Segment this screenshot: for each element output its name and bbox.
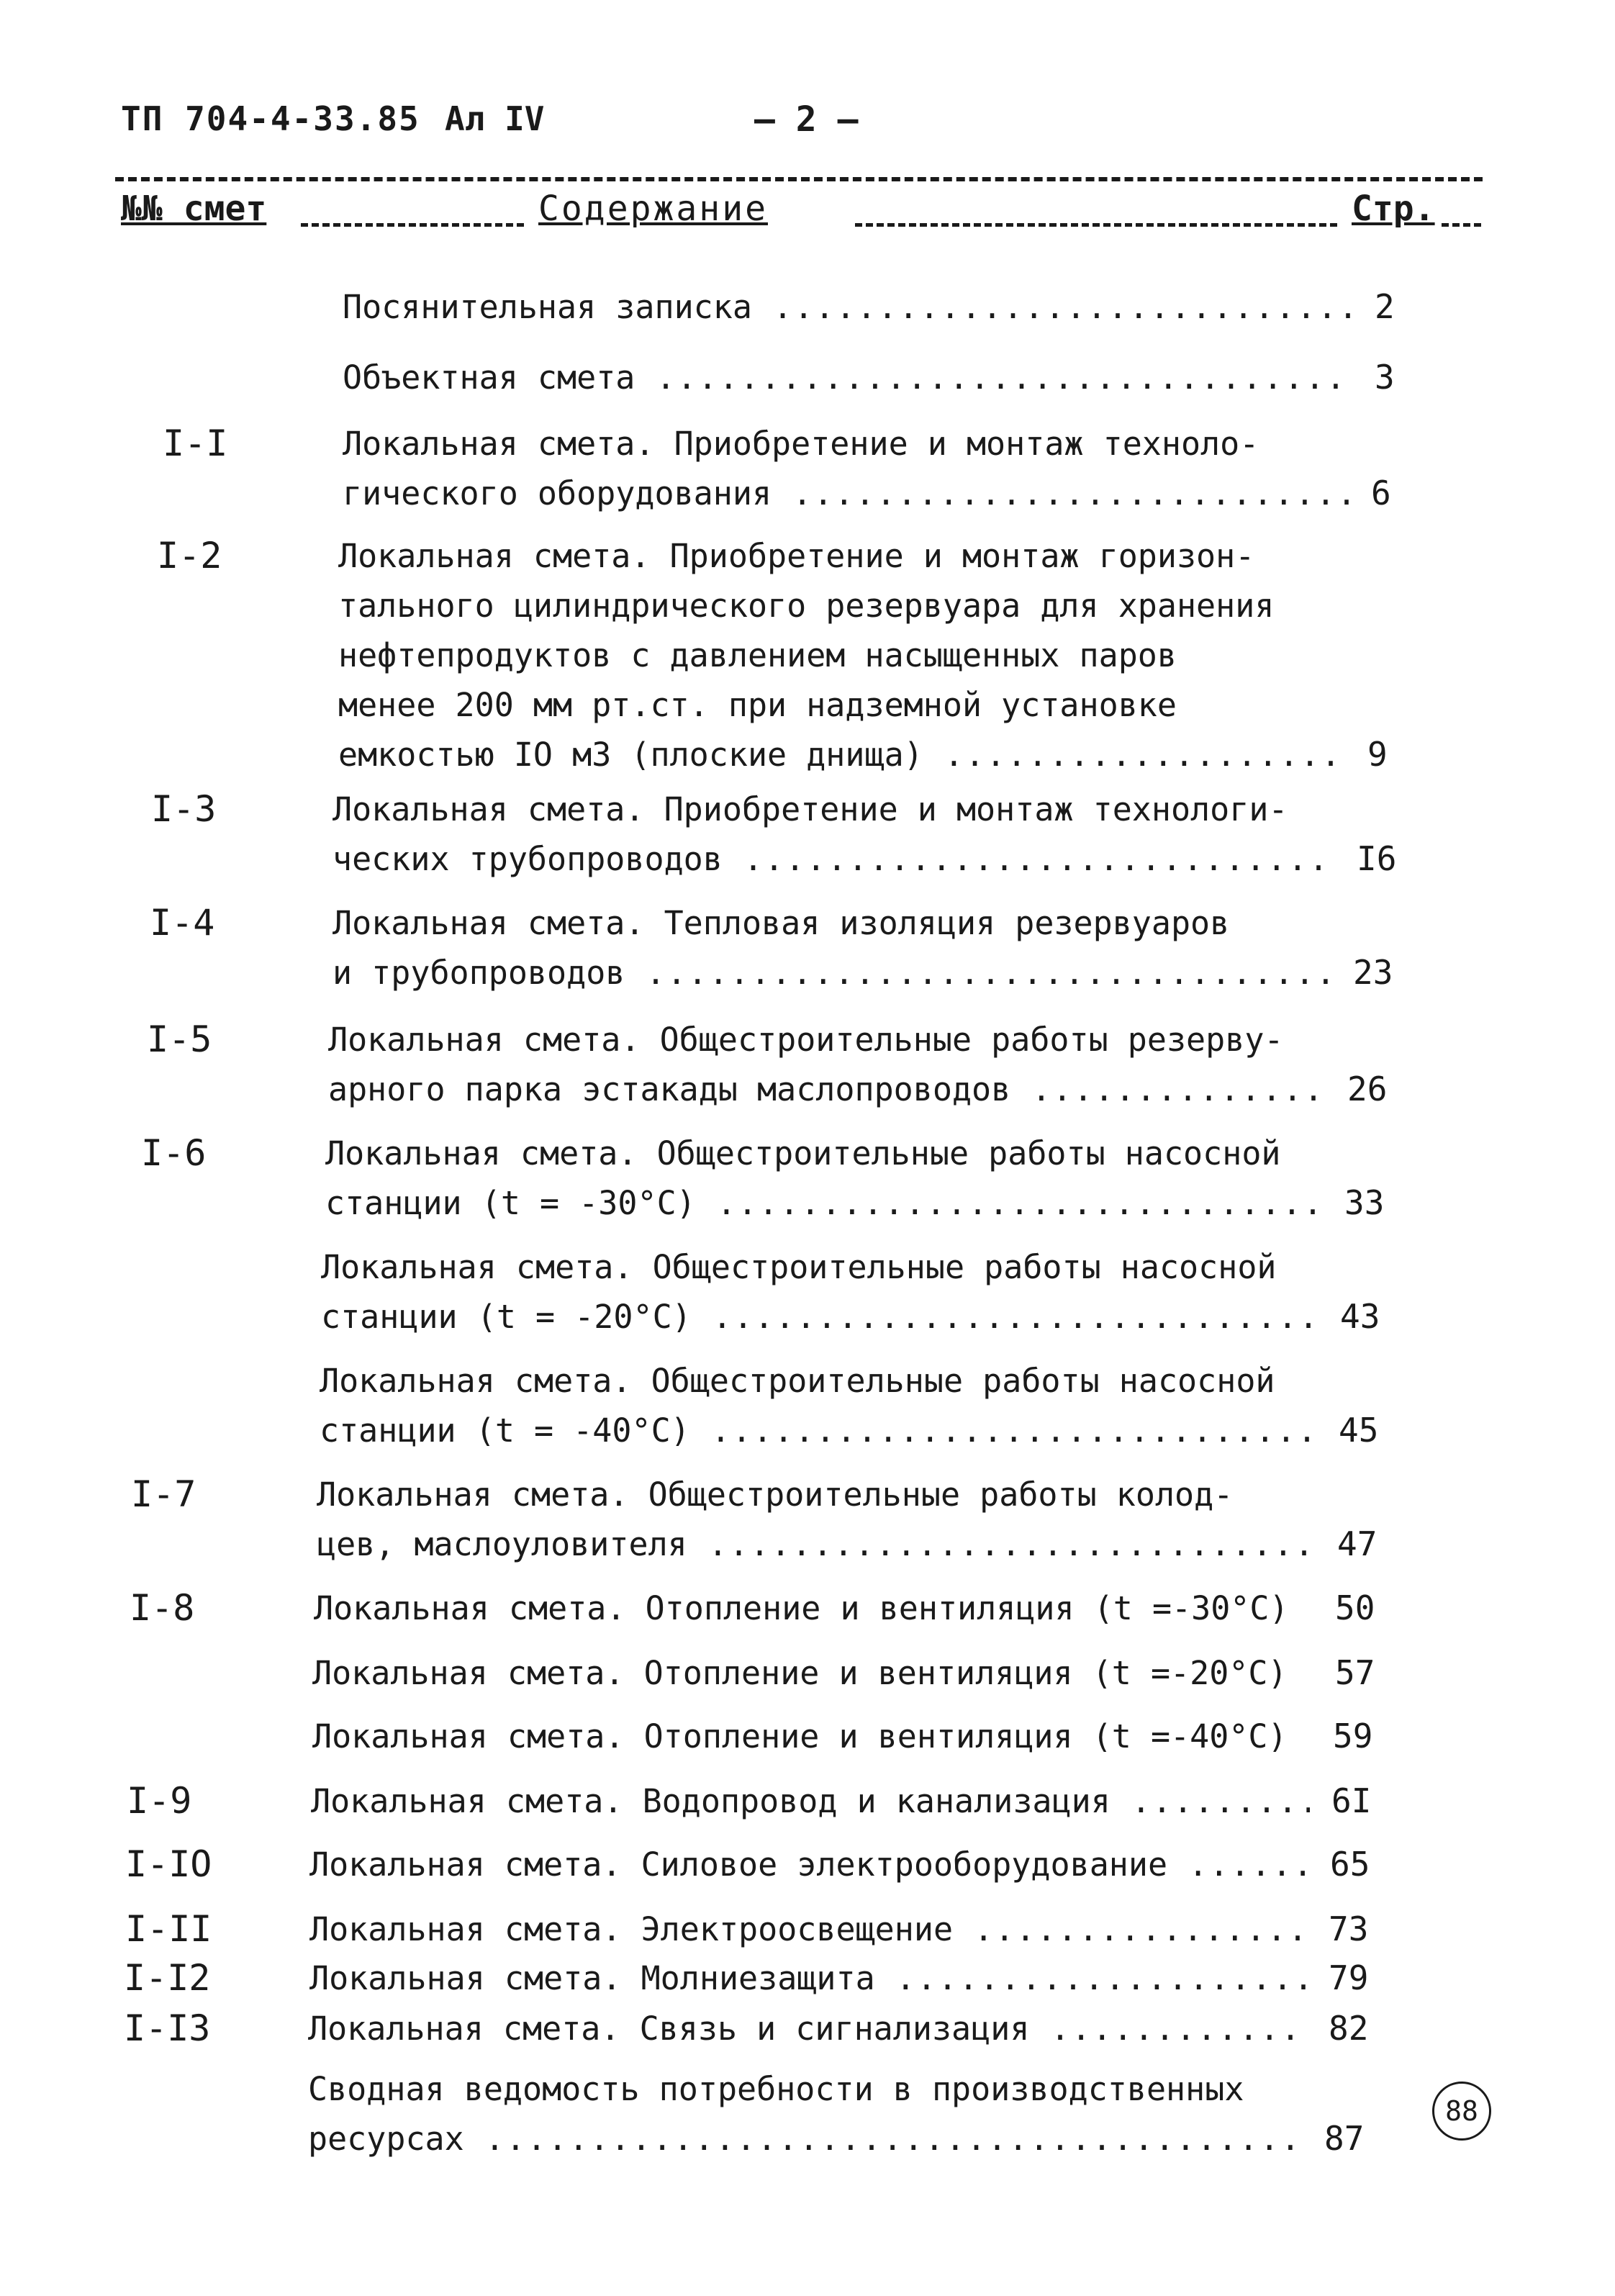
column-header-number: №№ смет [121,189,267,229]
entry-page-number: 50 [1335,1588,1375,1627]
entry-title-line: Локальная смета. Общестроительные работы насосной [321,1248,1277,1286]
entry-title [309,1840,1308,1889]
entry-title [343,419,1349,518]
entry-title-line: и трубопроводов ..... [332,948,1331,998]
entry-page-number: 23 [1353,953,1393,992]
entry-title-line: Локальная смета. Общестроительные работы насосной [325,1134,1281,1172]
entry-title [308,2064,1303,2164]
entry-title-line: Посянительная записка ..... [343,282,1353,332]
entry-title-line: Локальная смета. Приобретение и монтаж технологи- [332,790,1288,828]
entry-title [312,1648,1313,1698]
entry-page-number: 33 [1344,1183,1385,1222]
header-dash-run [855,223,1337,227]
estimate-number: I-IO [125,1843,212,1885]
entry-title-line: тального цилиндрического резервуара для хранения [338,587,1275,625]
estimate-number: I-6 [141,1132,207,1174]
estimate-number: I-8 [130,1587,195,1629]
entry-title-line: Локальная смета. Отопление и вентиляция (t =-30°C) ..... [314,1583,1313,1633]
entry-title-line: ческих трубопроводов ..... [332,834,1335,884]
entry-title [317,1470,1316,1569]
entry-title [343,353,1353,402]
entry-title [332,898,1331,998]
entry-page-number: 6 [1371,474,1391,512]
estimate-number: I-II [125,1908,212,1950]
estimate-number: I-I3 [124,2007,211,2049]
entry-page-number: 65 [1330,1845,1370,1884]
entry-title-line: Локальная смета. Приобретение и монтаж горизон- [338,537,1255,575]
sheet-stamp: 88 [1432,2082,1491,2141]
entry-title [314,1583,1313,1633]
entry-title-line: Локальная смета. Приобретение и монтаж техноло- [343,425,1259,463]
entry-title-line: емкостью IO м3 (плоские днища) ..... [338,730,1346,779]
entry-page-number: 47 [1337,1524,1378,1563]
entry-title-line: Локальная смета. Молниезащита ..... [309,1953,1307,2003]
header-dash-run [1442,223,1481,227]
column-header-page: Стр. [1352,189,1435,229]
estimate-number: I-4 [150,902,215,944]
header-dash-run [301,223,524,227]
entry-title-line: нефтепродуктов с давлением насыщенных паров [338,636,1177,674]
entry-title-line: Локальная смета. Связь и сигнализация ..... [308,2004,1307,2053]
entry-title [309,1904,1307,1954]
entry-page-number: 87 [1324,2119,1365,2158]
estimate-number: I-7 [131,1473,196,1515]
entry-title-line: Объектная смета ..... [343,353,1353,402]
entry-title-line: гического оборудования ..... [343,469,1349,518]
estimate-number: I-2 [157,535,222,577]
estimate-number: I-3 [151,788,217,830]
entry-title-line: Локальная смета. Тепловая изоляция резервуаров [332,904,1230,942]
entry-title-line: Сводная ведомость потребности в производственных [308,2070,1244,2108]
project-code: ТП 704-4-33.85 [121,99,420,138]
entry-page-number: 57 [1335,1653,1375,1692]
entry-page-number: 6I [1331,1781,1372,1820]
entry-title-line: станции (t = -20°C) ..... [321,1292,1318,1342]
album-label: Ал IV [445,99,545,138]
entry-page-number: 59 [1333,1717,1373,1755]
entry-title [321,1242,1318,1342]
estimate-number: I-I [163,422,228,464]
header-divider [115,177,1483,181]
estimate-number: I-9 [127,1780,192,1822]
entry-page-number: 2 [1375,287,1395,326]
entry-page-number: I6 [1357,839,1397,878]
entry-title-line: Локальная смета. Отопление и вентиляция (t =-20°C) ..... [312,1648,1313,1698]
entry-title-line: Локальная смета. Электроосвещение ..... [309,1904,1307,1954]
entry-title [332,785,1335,884]
entry-title [338,531,1346,779]
entry-title-line: Локальная смета. Водопровод и канализация ..... [311,1776,1310,1826]
table-header [121,189,1481,239]
entry-title-line: Локальная смета. Общестроительные работы колод- [317,1475,1234,1514]
entry-title-line: станции (t = -40°C) ..... [320,1406,1317,1455]
entry-title [312,1712,1311,1761]
entry-title [325,1129,1323,1228]
column-header-title: Содержание [538,189,768,229]
estimate-number: I-I2 [124,1957,211,1999]
entry-page-number: 73 [1329,1909,1369,1948]
entry-title-line: Локальная смета. Общестроительные работы резерву- [328,1021,1284,1059]
page-number: – 2 – [754,99,859,140]
entry-page-number: 79 [1329,1958,1369,1997]
entry-title-line: Локальная смета. Общестроительные работы насосной [320,1362,1275,1400]
entry-title [311,1776,1310,1826]
entry-page-number: 43 [1340,1297,1380,1336]
entry-page-number: 9 [1367,735,1388,774]
entry-title-line: Локальная смета. Отопление и вентиляция (t =-40°C) ..... [312,1712,1311,1761]
entry-page-number: 45 [1339,1411,1379,1450]
entry-title-line: менее 200 мм рт.ст. при надземной установке [338,686,1177,724]
entry-title-line: арного парка эстакады маслопроводов ..... [328,1065,1326,1114]
entry-page-number: 82 [1329,2009,1369,2048]
estimate-number: I-5 [147,1018,212,1060]
entry-title [309,1953,1307,2003]
entry-title-line: Локальная смета. Силовое электрооборудование ..... [309,1840,1308,1889]
entry-title-line: станции (t = -30°C) ..... [325,1178,1323,1228]
entry-title [343,282,1353,332]
entry-title-line: ресурсах ..... [308,2114,1303,2164]
entry-title [328,1015,1326,1114]
entry-title [320,1356,1317,1455]
entry-title [308,2004,1307,2053]
entry-title-line: цев, маслоуловителя ..... [317,1519,1316,1569]
entry-page-number: 26 [1347,1070,1388,1108]
entry-page-number: 3 [1375,358,1395,397]
